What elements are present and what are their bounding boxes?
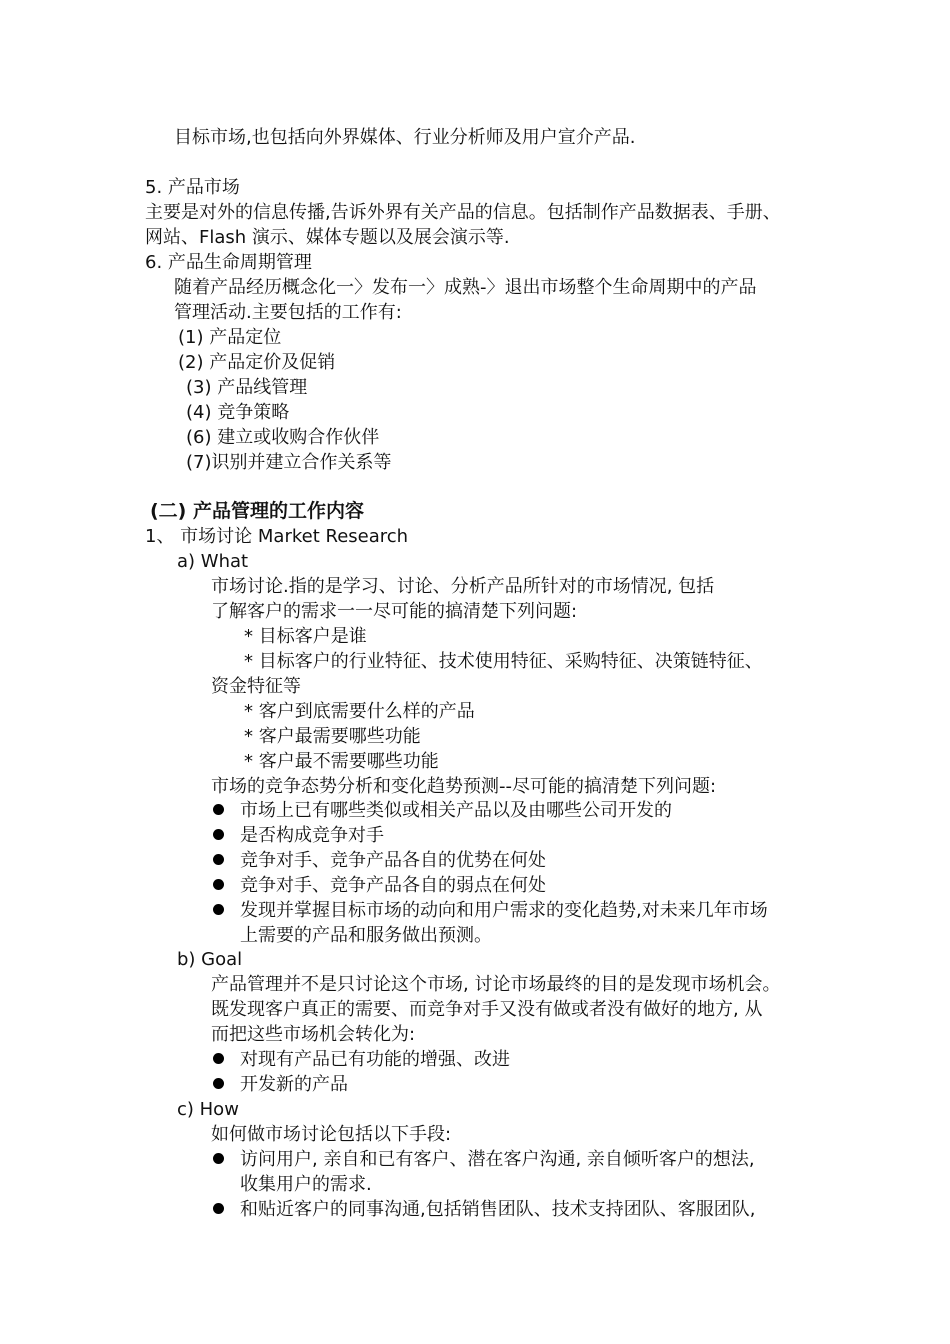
text-line: 产品管理并不是只讨论这个市场, 讨论市场最终的目的是发现市场机会。 [211,974,781,995]
bullet-icon [213,854,224,865]
text-line: 网站、Flash 演示、媒体专题以及展会演示等. [145,227,510,248]
bullet-icon [213,1053,224,1064]
text-line: 既发现客户真正的需要、而竞争对手又没有做或者没有做好的地方, 从 [211,999,763,1020]
bullet-item: 竞争对手、竞争产品各自的弱点在何处 [240,875,546,896]
bullet-item: 是否构成竞争对手 [240,825,384,846]
chapter-heading: (二) 产品管理的工作内容 [150,500,364,522]
star-item: * 客户最需要哪些功能 [244,726,421,747]
text-line: 如何做市场讨论包括以下手段: [211,1124,452,1145]
list-item: (1) 产品定位 [178,327,282,348]
section-heading-5: 5. 产品市场 [145,177,240,198]
text-line: 主要是对外的信息传播,告诉外界有关产品的信息。包括制作产品数据表、手册、 [145,202,781,223]
bullet-item: 竞争对手、竞争产品各自的优势在何处 [240,850,546,871]
star-item: * 目标客户的行业特征、技术使用特征、采购特征、决策链特征、 [244,651,763,672]
text-line: 市场讨论.指的是学习、讨论、分析产品所针对的市场情况, 包括 [211,576,715,597]
bullet-icon [213,829,224,840]
section-heading-6: 6. 产品生命周期管理 [145,252,312,273]
text-line: 资金特征等 [211,676,301,697]
bullet-item: 访问用户, 亲自和已有客户、潜在客户沟通, 亲自倾听客户的想法, [240,1149,755,1170]
item-heading-a: a) What [177,551,249,572]
text-line: 目标市场,也包括向外界媒体、行业分析师及用户宣介产品. [174,127,636,148]
bullet-icon [213,1203,224,1214]
bullet-icon [213,879,224,890]
bullet-icon [213,1153,224,1164]
list-item: (6) 建立或收购合作伙伴 [186,427,380,448]
star-item: * 目标客户是谁 [244,626,367,647]
list-item: (3) 产品线管理 [186,377,308,398]
list-item: (2) 产品定价及促销 [178,352,336,373]
bullet-item: 和贴近客户的同事沟通,包括销售团队、技术支持团队、客服团队, [240,1199,756,1220]
subsection-heading: 1、 市场讨论 Market Research [145,526,409,547]
text-line: 管理活动.主要包括的工作有: [174,302,402,323]
bullet-icon [213,804,224,815]
star-item: * 客户最不需要哪些功能 [244,751,439,772]
star-item: * 客户到底需要什么样的产品 [244,701,475,722]
item-heading-b: b) Goal [177,949,243,970]
bullet-item: 市场上已有哪些类似或相关产品以及由哪些公司开发的 [240,800,672,821]
text-line: 而把这些市场机会转化为: [211,1024,416,1045]
text-line: 随着产品经历概念化一〉发布一〉成熟-〉退出市场整个生命周期中的产品 [174,277,757,298]
text-line: 了解客户的需求一一尽可能的搞清楚下列问题: [211,601,578,622]
bullet-item: 对现有产品已有功能的增强、改进 [240,1049,510,1070]
list-item: (4) 竞争策略 [186,402,290,423]
bullet-item-continued: 收集用户的需求. [240,1174,372,1195]
bullet-item: 发现并掌握目标市场的动向和用户需求的变化趋势,对未来几年市场 [240,900,768,921]
bullet-item-continued: 上需要的产品和服务做出预测。 [240,925,492,946]
bullet-item: 开发新的产品 [240,1074,348,1095]
text-line: 市场的竞争态势分析和变化趋势预测--尽可能的搞清楚下列问题: [211,776,717,797]
list-item: (7)识别并建立合作关系等 [186,452,392,473]
item-heading-c: c) How [177,1099,239,1120]
bullet-icon [213,1078,224,1089]
bullet-icon [213,904,224,915]
